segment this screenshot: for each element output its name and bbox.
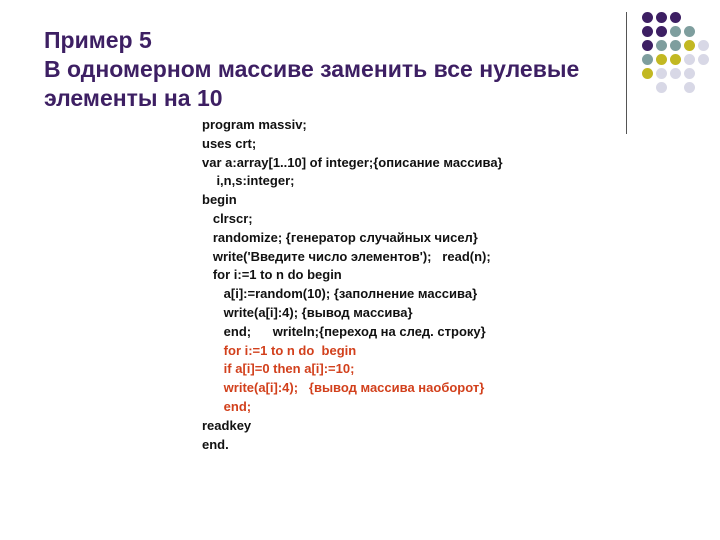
decorative-dot — [642, 40, 653, 51]
decorative-dot-grid — [640, 10, 720, 120]
decorative-dot — [684, 40, 695, 51]
decorative-dot — [684, 68, 695, 79]
decorative-dot — [656, 26, 667, 37]
decorative-dot — [670, 12, 681, 23]
decorative-dot — [642, 12, 653, 23]
code-listing — [202, 116, 642, 454]
decorative-dot — [656, 12, 667, 23]
code-line: if a[i]=0 then a[i]:=10; — [202, 361, 355, 377]
decorative-dot — [642, 26, 653, 37]
decorative-dot — [670, 68, 681, 79]
decorative-dot — [656, 40, 667, 51]
decorative-dot — [698, 40, 709, 51]
decorative-dot — [684, 82, 695, 93]
code-line: for i:=1 to n do begin — [202, 267, 342, 283]
title-line-2: В одномерном массиве заменить все нулевые — [44, 56, 580, 82]
code-line: write(a[i]:4); {вывод массива} — [202, 304, 413, 320]
code-line: i,n,s:integer; — [202, 173, 295, 189]
decorative-dot — [670, 26, 681, 37]
code-line: uses crt; — [202, 135, 257, 151]
code-line: a[i]:=random(10); {заполнение массива} — [202, 286, 478, 302]
code-line: readkey — [202, 417, 252, 433]
decorative-dot — [642, 54, 653, 65]
slide-title — [44, 26, 624, 113]
decorative-dot — [642, 68, 653, 79]
decorative-dot — [656, 82, 667, 93]
code-line: var a:array[1..10] of integer;{описание массива} — [202, 154, 503, 170]
title-line-1: Пример 5 — [44, 27, 152, 53]
code-line: randomize; {генератор случайных чисел} — [202, 229, 478, 245]
decorative-dot — [684, 54, 695, 65]
decorative-dot — [698, 54, 709, 65]
code-line: end; — [202, 398, 252, 414]
title-line-3: элементы на 10 — [44, 85, 223, 111]
decorative-dot — [656, 68, 667, 79]
code-line: end; writeln;{переход на след. строку} — [202, 323, 486, 339]
code-line: begin — [202, 192, 237, 208]
decorative-dot — [670, 40, 681, 51]
code-line: clrscr; — [202, 210, 253, 226]
code-line: write(a[i]:4); {вывод массива наоборот} — [202, 380, 485, 396]
code-line: write('Введите число элементов'); read(n); — [202, 248, 491, 264]
decorative-dot — [656, 54, 667, 65]
code-line: end. — [202, 436, 229, 452]
code-line: program massiv; — [202, 117, 307, 132]
decorative-dot — [670, 54, 681, 65]
code-line: for i:=1 to n do begin — [202, 342, 357, 358]
decorative-dot — [684, 26, 695, 37]
